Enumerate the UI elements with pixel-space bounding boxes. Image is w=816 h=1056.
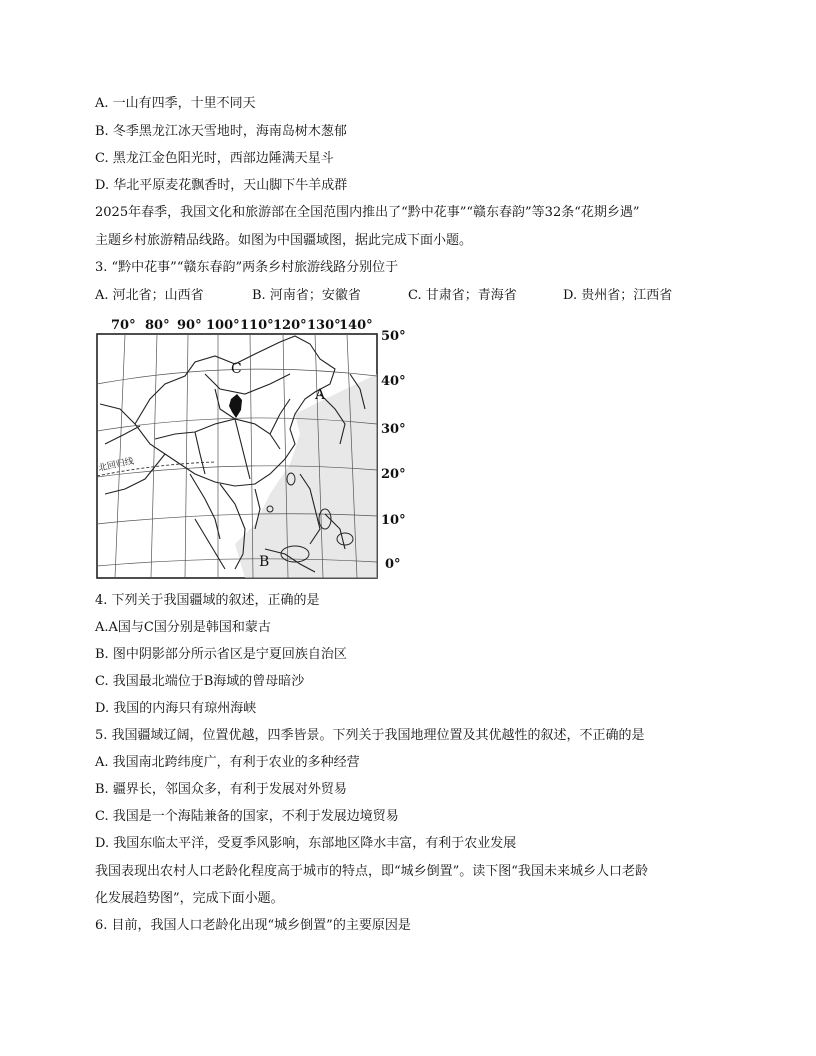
passage-line-2: 主题乡村旅游精品线路。如图为中国疆域图，据此完成下面小题。	[95, 233, 473, 248]
lat-label-40: 40°	[381, 374, 406, 389]
lon-label-140: 140°	[339, 318, 373, 333]
lat-label-20: 20°	[381, 467, 406, 482]
tropic-label: 北回归线	[97, 456, 135, 474]
lon-label-100: 100°	[206, 318, 240, 333]
map-label-c: C	[231, 361, 242, 377]
lat-label-30: 30°	[381, 422, 406, 437]
lon-label-120: 120°	[273, 318, 307, 333]
q3-stem: 3. “黔中花事”“赣东春韵”两条乡村旅游线路分别位于	[95, 260, 399, 275]
q3-option-d: D. 贵州省；江西省	[563, 288, 673, 303]
lon-label-130: 130°	[307, 318, 341, 333]
q6-intro-line-1: 我国表现出农村人口老龄化程度高于城市的特点，即“城乡倒置”。读下图“我国未来城乡人口老龄	[95, 864, 648, 879]
q4-stem: 4. 下列关于我国疆域的叙述，正确的是	[95, 593, 320, 608]
q5-option-c: C. 我国是一个海陆兼备的国家，不利于发展边境贸易	[95, 809, 399, 824]
q2-option-b: B. 冬季黑龙江冰天雪地时，海南岛树木葱郁	[95, 124, 347, 139]
lat-label-0: 0°	[385, 557, 401, 572]
lon-label-70: 70°	[111, 318, 136, 333]
q4-option-d: D. 我国的内海只有琼州海峡	[95, 701, 257, 716]
q6-stem: 6. 目前，我国人口老龄化出现“城乡倒置”的主要原因是	[95, 918, 411, 933]
q4-option-a: A.A国与C国分别是韩国和蒙古	[95, 620, 271, 635]
q3-option-a: A. 河北省；山西省	[95, 288, 204, 303]
map-label-a: A	[315, 387, 326, 403]
q2-option-d: D. 华北平原麦花飘香时，天山脚下牛羊成群	[95, 178, 348, 193]
q5-option-d: D. 我国东临太平洋，受夏季风影响，东部地区降水丰富，有利于农业发展	[95, 836, 517, 851]
q2-option-c: C. 黑龙江金色阳光时，西部边陲满天星斗	[95, 151, 334, 166]
lon-label-90: 90°	[177, 318, 202, 333]
lon-label-80: 80°	[145, 318, 170, 333]
map-label-b: B	[259, 554, 270, 570]
passage-line-1: 2025年春季，我国文化和旅游部在全国范围内推出了“黔中花事”“赣东春韵”等32条“花期乡遇”	[95, 205, 640, 220]
q4-option-b: B. 图中阴影部分所示省区是宁夏回族自治区	[95, 647, 347, 662]
lon-label-110: 110°	[240, 318, 274, 333]
q3-option-c: C. 甘肃省；青海省	[408, 288, 517, 303]
q5-stem: 5. 我国疆域辽阔，位置优越，四季皆景。下列关于我国地理位置及其优越性的叙述，不正确的是	[95, 728, 645, 743]
q4-option-c: C. 我国最北端位于B海域的曾母暗沙	[95, 674, 305, 689]
q5-option-b: B. 疆界长，邻国众多，有利于发展对外贸易	[95, 782, 347, 797]
q5-option-a: A. 我国南北跨纬度广，有利于农业的多种经营	[95, 755, 360, 770]
china-territory-map	[95, 314, 407, 582]
q3-option-b: B. 河南省；安徽省	[252, 288, 361, 303]
q2-option-a: A. 一山有四季，十里不同天	[95, 96, 256, 111]
lat-label-10: 10°	[381, 513, 406, 528]
lat-label-50: 50°	[381, 329, 406, 344]
q6-intro-line-2: 化发展趋势图”，完成下面小题。	[95, 891, 284, 906]
